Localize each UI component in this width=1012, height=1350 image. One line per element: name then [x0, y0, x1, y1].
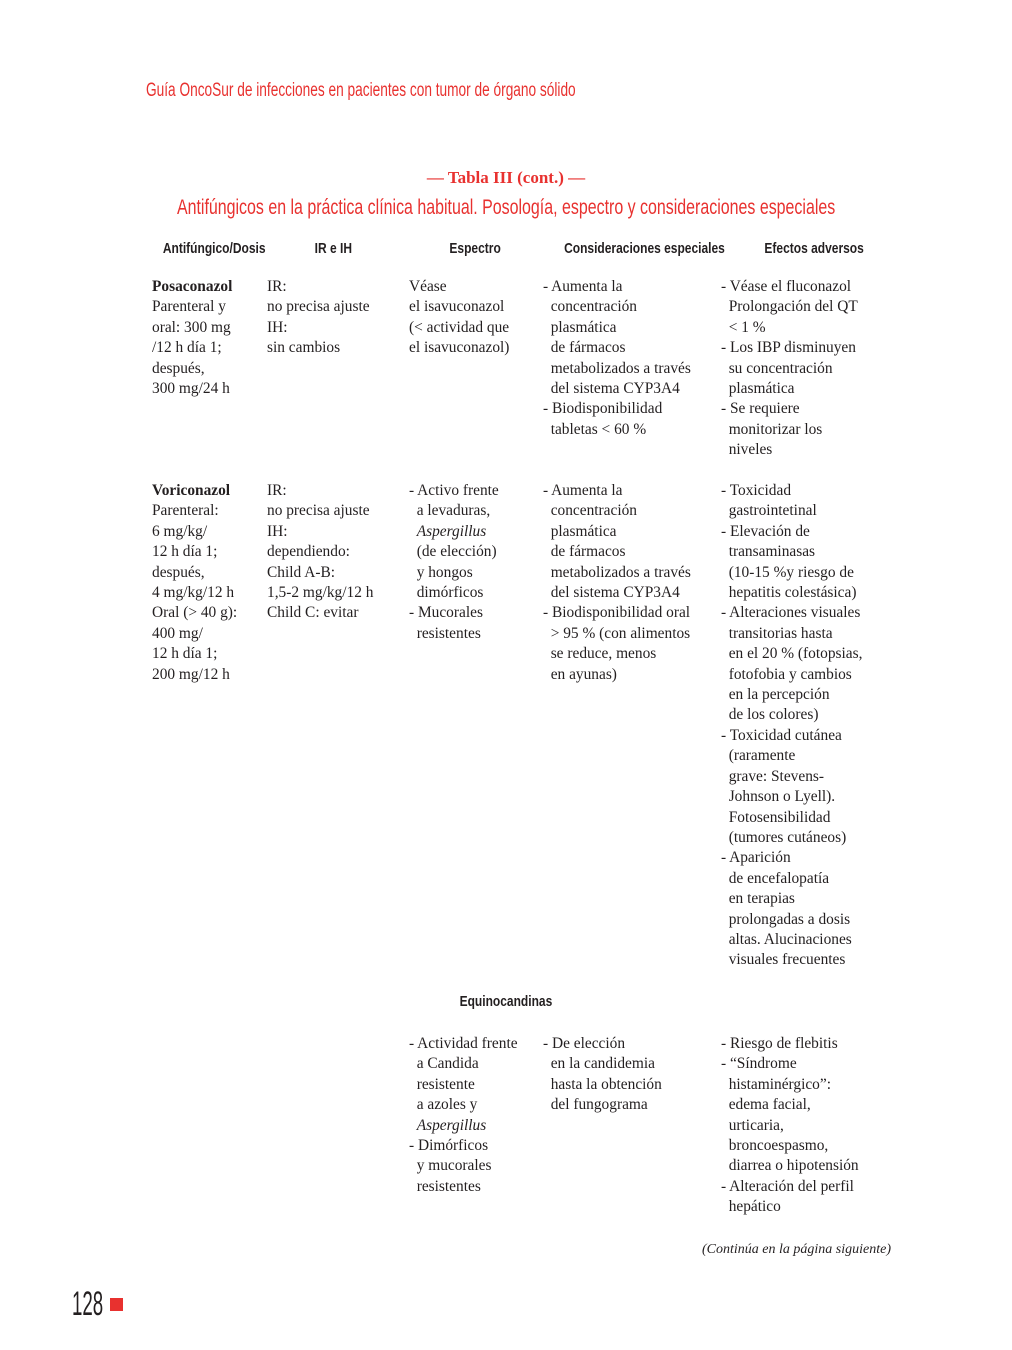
page-number: 128	[72, 1285, 104, 1323]
table-row-posaconazol-drug	[152, 277, 232, 399]
table-cell-equinocandinas-adverse: - Riesgo de flebitis - “Síndrome histaminérgico”: edema facial, urticaria, broncoespasmo, diarrea o hipotensión - Alteración del perfil hepático	[721, 1035, 859, 1216]
table-cell-posaconazol-spectrum: Véase el isavuconazol (< actividad que el isavuconazol)	[409, 278, 510, 357]
table-cell-voriconazol-ir-ih: IR: no precisa ajuste IH: dependiendo: Child A-B: 1,5-2 mg/kg/12 h Child C: evitar	[267, 482, 374, 622]
drug-dose: Parenteral y oral: 300 mg /12 h día 1; después, 300 mg/24 h	[152, 298, 231, 398]
table-label: — Tabla III (cont.) —	[426, 168, 586, 187]
page-marker-square	[110, 1298, 123, 1311]
table-cell-equinocandinas-spectrum: - Actividad frente a Candida resistente a azoles y Aspergillus - Dimórficos y mucorales resistentes	[409, 1035, 518, 1195]
column-header-considerations: Consideraciones especiales	[564, 240, 725, 257]
table-cell-voriconazol-adverse: - Toxicidad gastrointetinal - Elevación de transaminasas (10-15 %y riesgo de hepatitis colestásica) - Alteraciones visuales transitorias hasta en el 20 % (fotopsias, fotofobia y cambios en la percepción de los colores) - Toxicidad cutánea (raramente grave: Stevens- Johnson o Lyell). Fotosensibilidad (tumores cutáneos) - Aparición de encefalopatía en terapias prolongadas a dosis altas. Alucinaciones visuales frecuentes	[721, 482, 863, 969]
table-cell-voriconazol-spectrum: - Activo frente a levaduras, Aspergillus (de elección) y hongos dimórficos - Mucorales resistentes	[409, 482, 499, 642]
column-header-adverse: Efectos adversos	[764, 240, 864, 257]
table-cell-posaconazol-ir-ih: IR: no precisa ajuste IH: sin cambios	[267, 278, 370, 357]
table-cell-posaconazol-considerations: - Aumenta la concentración plasmática de fármacos metabolizados a través del sistema CYP3A4 - Biodisponibilidad tabletas < 60 %	[543, 278, 691, 438]
column-header-drug: Antifúngico/Dosis	[162, 240, 266, 257]
drug-name: Posaconazol	[152, 278, 233, 295]
continued-note: (Continúa en la página siguiente)	[702, 1242, 891, 1257]
table-cell-posaconazol-adverse: - Véase el fluconazol Prolongación del QT < 1 % - Los IBP disminuyen su concentración plasmática - Se requiere monitorizar los niveles	[721, 278, 858, 459]
table-title-row	[0, 196, 1012, 220]
running-header: Guía OncoSur de infecciones en pacientes con tumor de órgano sólido	[146, 80, 576, 101]
section-title-equinocandinas: Equinocandinas	[459, 993, 553, 1010]
column-header-spectrum: Espectro	[449, 240, 501, 257]
table-row-voriconazol-drug	[152, 481, 237, 685]
drug-dose: Parenteral: 6 mg/kg/ 12 h día 1; después, 4 mg/kg/12 h Oral (> 40 g): 400 mg/ 12 h día 1; 200 mg/12 h	[152, 502, 238, 683]
table-title: Antifúngicos en la práctica clínica habitual. Posología, espectro y consideraciones especiales	[176, 196, 836, 219]
column-header-ir-ih: IR e IH	[314, 240, 353, 257]
table-cell-equinocandinas-considerations: - De elección en la candidemia hasta la obtención del fungograma	[543, 1035, 662, 1114]
drug-name: Voriconazol	[152, 482, 231, 499]
table-cell-voriconazol-considerations: - Aumenta la concentración plasmática de fármacos metabolizados a través del sistema CYP3A4 - Biodisponibilidad oral > 95 % (con alimentos se reduce, menos en ayunas)	[543, 482, 691, 683]
